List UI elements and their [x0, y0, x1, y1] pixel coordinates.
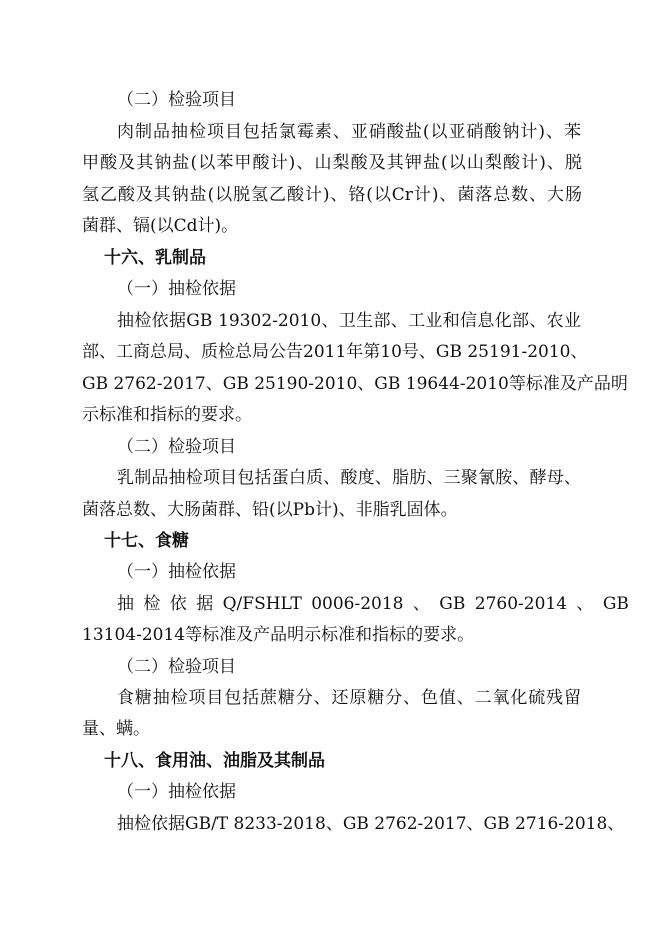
- section-heading-sugar: 十七、食糖: [104, 531, 189, 551]
- subheading-basis: （一）抽检依据: [117, 782, 236, 802]
- paragraph-line: 菌群、镉(以Cd计)。: [82, 216, 239, 236]
- paragraph-line: 抽检依据GB/T 8233-2018、GB 2762-2017、GB 2716-2018、: [117, 814, 625, 834]
- paragraph-line: 部、工商总局、质检总局公告2011年第10号、GB 25191-2010、: [82, 342, 588, 362]
- paragraph-line: 菌落总数、大肠菌群、铅(以Pb计)、非脂乳固体。: [82, 500, 458, 520]
- paragraph-line: GB 2762-2017、GB 25190-2010、GB 19644-2010等标准及产品明: [82, 374, 628, 394]
- paragraph-line: 13104-2014等标准及产品明示标准和指标的要求。: [82, 625, 475, 645]
- subheading-inspection-items: （二）检验项目: [117, 657, 236, 677]
- paragraph-line: 乳制品抽检项目包括蛋白质、酸度、脂肪、三聚氰胺、酵母、: [117, 468, 581, 488]
- paragraph-line: 量、螨。: [82, 719, 150, 739]
- paragraph-line: 肉制品抽检项目包括氯霉素、亚硝酸盐(以亚硝酸钠计)、苯: [117, 122, 581, 142]
- subheading-basis: （一）抽检依据: [117, 279, 236, 299]
- subheading-inspection-items: （二）检验项目: [117, 90, 236, 110]
- paragraph-line: 抽检依据GB 19302-2010、卫生部、工业和信息化部、农业: [117, 311, 581, 331]
- section-heading-dairy: 十六、乳制品: [104, 248, 206, 268]
- section-heading-edible-oil: 十八、食用油、油脂及其制品: [104, 751, 325, 771]
- subheading-basis: （一）抽检依据: [117, 562, 236, 582]
- paragraph-line: 抽 检 依 据 Q/FSHLT 0006-2018 、 GB 2760-2014 、 GB: [117, 594, 629, 614]
- paragraph-line: 甲酸及其钠盐(以苯甲酸计)、山梨酸及其钾盐(以山梨酸计)、脱: [82, 153, 582, 173]
- paragraph-line: 氢乙酸及其钠盐(以脱氢乙酸计)、铬(以Cr计)、菌落总数、大肠: [82, 185, 582, 205]
- subheading-inspection-items: （二）检验项目: [117, 437, 236, 457]
- paragraph-line: 示标准和指标的要求。: [82, 405, 252, 425]
- paragraph-line: 食糖抽检项目包括蔗糖分、还原糖分、色值、二氧化硫残留: [117, 688, 581, 708]
